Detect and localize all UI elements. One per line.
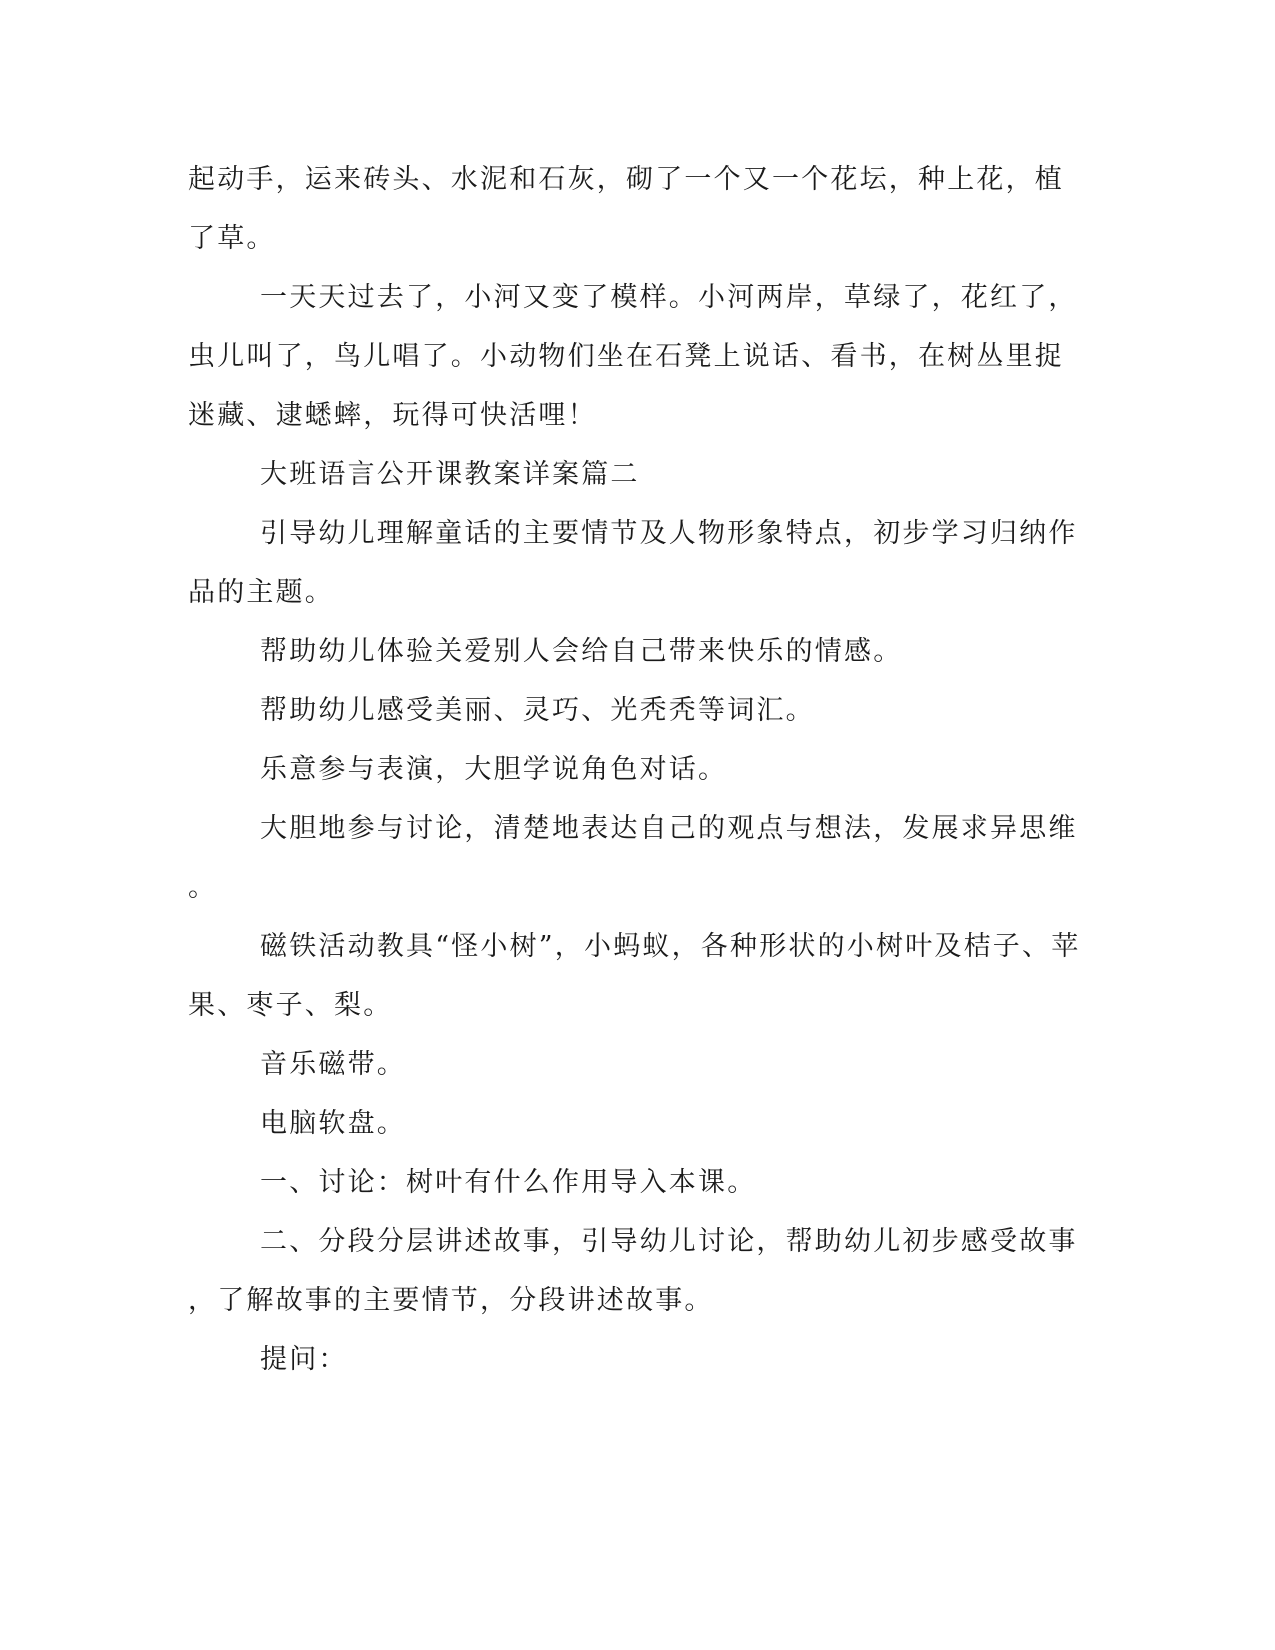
- section-heading: 大班语言公开课教案详案篇二: [260, 459, 640, 490]
- paragraph-line: 电脑软盘。: [260, 1108, 406, 1139]
- paragraph-line: 引导幼儿理解童话的主要情节及人物形象特点，初步学习归纳作: [260, 518, 1078, 549]
- paragraph-line: 提问：: [260, 1344, 348, 1375]
- paragraph-line: 大胆地参与讨论，清楚地表达自己的观点与想法，发展求异思维: [260, 813, 1078, 844]
- text-line: 起动手，运来砖头、水泥和石灰，砌了一个又一个花坛，种上花，植: [188, 164, 1064, 195]
- paragraph-line: 磁铁活动教具“怪小树”，小蚂蚁，各种形状的小树叶及桔子、苹: [260, 931, 1081, 962]
- paragraph-line: 一、讨论：树叶有什么作用导入本课。: [260, 1167, 757, 1198]
- paragraph-line: 一天天过去了，小河又变了模样。小河两岸，草绿了，花红了，: [260, 282, 1078, 313]
- text-line: ，了解故事的主要情节，分段讲述故事。: [188, 1285, 714, 1316]
- paragraph-line: 二、分段分层讲述故事，引导幼儿讨论，帮助幼儿初步感受故事: [260, 1226, 1078, 1257]
- text-line: 了草。: [188, 223, 276, 254]
- text-line: 迷藏、逮蟋蟀，玩得可快活哩！: [188, 400, 597, 431]
- text-line: 果、枣子、梨。: [188, 990, 393, 1021]
- paragraph-line: 帮助幼儿体验关爱别人会给自己带来快乐的情感。: [260, 636, 903, 667]
- paragraph-line: 乐意参与表演，大胆学说角色对话。: [260, 754, 728, 785]
- text-line: 。: [188, 872, 218, 903]
- text-line: 虫儿叫了，鸟儿唱了。小动物们坐在石凳上说话、看书，在树丛里捉: [188, 341, 1064, 372]
- paragraph-line: 帮助幼儿感受美丽、灵巧、光秃秃等词汇。: [260, 695, 815, 726]
- paragraph-line: 音乐磁带。: [260, 1049, 406, 1080]
- text-line: 品的主题。: [188, 577, 334, 608]
